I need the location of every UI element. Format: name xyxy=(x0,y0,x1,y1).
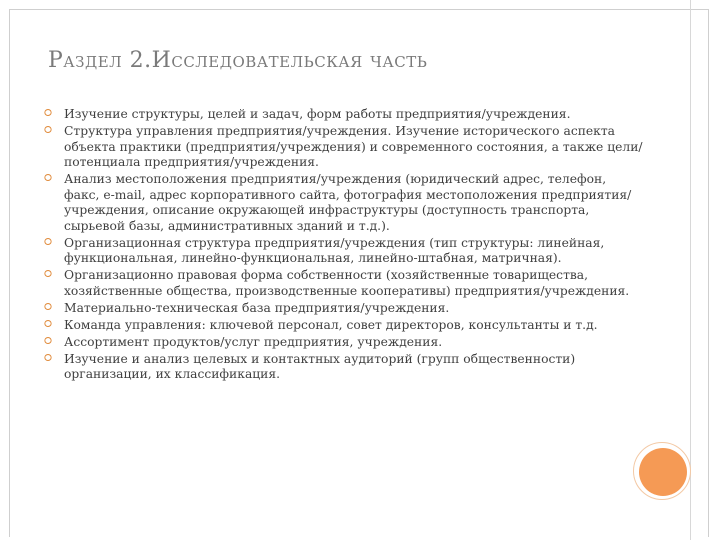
bullet-list xyxy=(44,107,644,384)
circle-bullet-icon: ⭘ xyxy=(44,108,52,119)
bullet-text: Организационная структура предприятия/учреждения (тип структуры: линейная, функциональная, линейно-функциональная, линейно-штабная, матричная). xyxy=(64,235,605,265)
bullet-item xyxy=(44,318,644,334)
bullet-text: Команда управления: ключевой персонал, совет директоров, консультанты и т.д. xyxy=(64,317,598,332)
bullet-text: Организационно правовая форма собственности (хозяйственные товарищества, хозяйственные общества, производственные кооперативы) предприятия/учреждения. xyxy=(64,268,630,298)
circle-bullet-icon: ⭘ xyxy=(44,125,52,136)
circle-bullet-icon: ⭘ xyxy=(44,352,52,364)
bullet-text: Изучение структуры, целей и задач, форм работы предприятия/учреждения. xyxy=(64,107,571,121)
circle-bullet-icon: ⭘ xyxy=(44,301,52,313)
circle-bullet-icon: ⭘ xyxy=(44,269,52,280)
slide-right-rule xyxy=(690,0,691,540)
bullet-text: Ассортимент продуктов/услуг предприятия, учреждения. xyxy=(64,334,443,349)
bullet-item xyxy=(44,335,644,351)
circle-bullet-icon: ⭘ xyxy=(44,318,52,330)
bullet-text: Материально-техническая база предприятия/учреждения. xyxy=(64,300,450,315)
bullet-text: Структура управления предприятия/учреждения. Изучение исторического аспекта объекта практики (предприятия/учреждения) и современного состояния, а также цели/потенциала предприятия/учреждения. xyxy=(64,124,643,169)
circle-bullet-icon: ⭘ xyxy=(44,173,52,184)
bullet-item xyxy=(44,172,644,234)
bullet-text: Анализ местоположения предприятия/учреждения (юридический адрес, телефон, факс, e-mail, адрес корпоративного сайта, фотография местоположения предприятия/учреждения, описание окружающей инфраструктуры (доступность транспорта, сырьевой базы, административных зданий и т.д.). xyxy=(64,172,632,233)
decorative-circle xyxy=(639,448,687,496)
slide-title: Раздел 2.Исследовательская часть xyxy=(48,48,428,73)
circle-bullet-icon: ⭘ xyxy=(44,335,52,347)
bullet-text: Изучение и анализ целевых и контактных аудиторий (групп общественности) организации, их классификация. xyxy=(64,351,576,381)
bullet-item xyxy=(44,124,644,171)
bullet-item xyxy=(44,236,644,267)
bullet-item xyxy=(44,268,644,299)
bullet-item xyxy=(44,107,644,123)
circle-bullet-icon: ⭘ xyxy=(44,236,52,248)
bullet-item xyxy=(44,301,644,317)
bullet-item xyxy=(44,352,644,383)
